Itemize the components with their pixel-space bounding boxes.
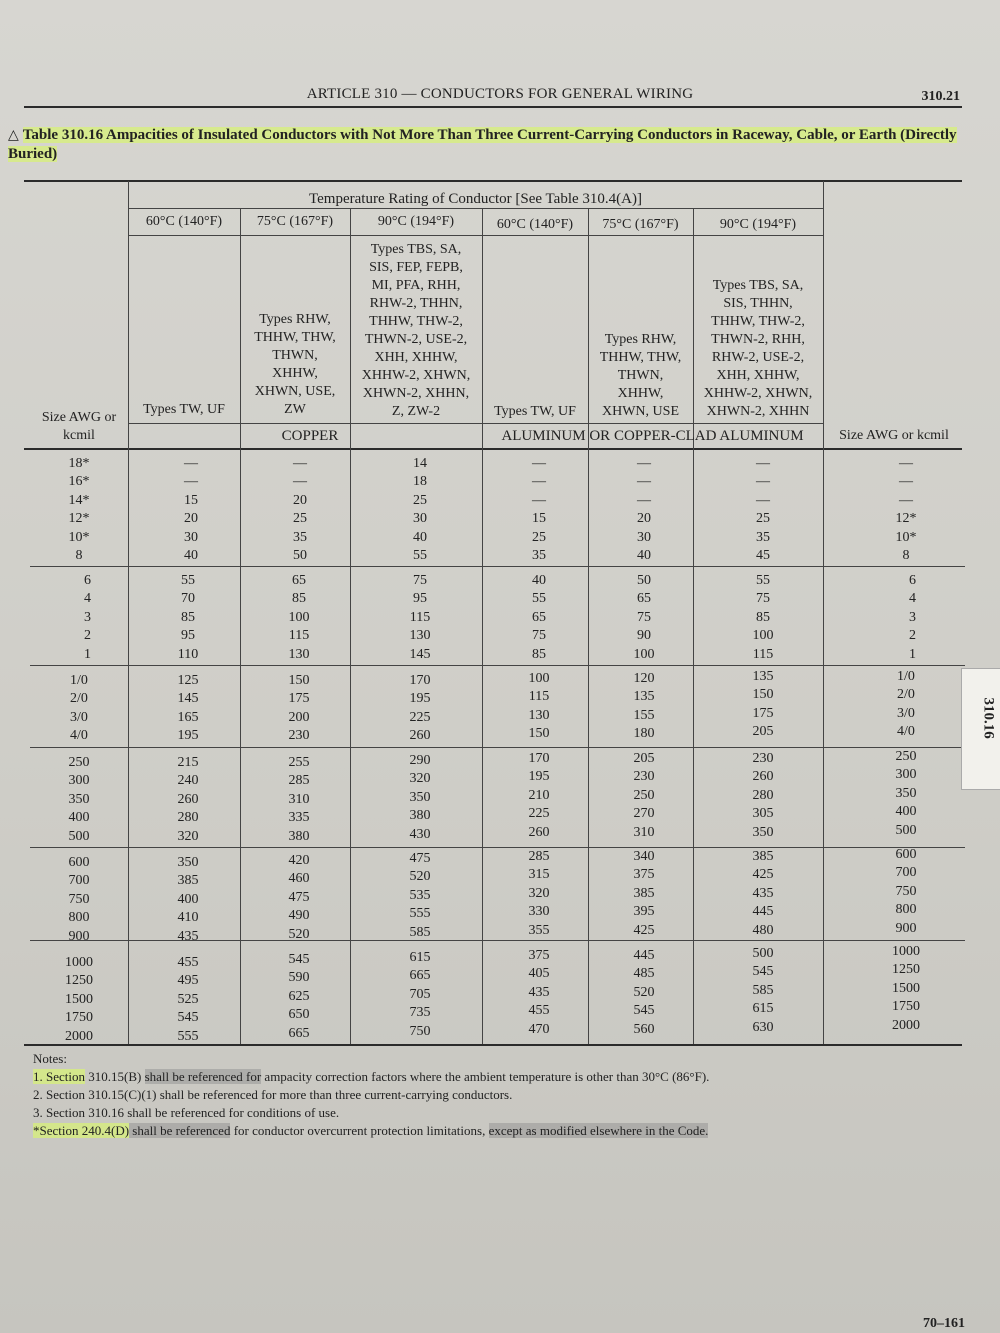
cu60-group-2: 55 70 85 95 110 [177,573,199,662]
temp-rating-header: Temperature Rating of Conductor [See Table 310.4(A)] [309,191,642,207]
size-col-group-1: 18* 16* 14* 12* 10* 8 [68,456,90,564]
revision-triangle-icon: △ [8,128,19,143]
table-caption [8,126,958,164]
note-3: 3. Section 310.16 shall be referenced for conditions of use. [33,1105,340,1120]
temp-al-75: 75°C (167°F) [602,217,679,232]
group-rule-2 [30,665,965,666]
group-rule-3 [30,747,965,748]
size-header-right: Size AWG or kcmil [839,428,949,443]
size-r-group-3: 1/0 2/0 3/0 4/0 [897,669,915,740]
cu75-group-2: 65 85 100 115 130 [288,573,310,662]
al60-group-5: 285 315 320 330 355 [528,849,550,938]
header-rule [24,106,962,108]
aluminum-label: ALUMINUM OR COPPER-CLAD ALUMINUM [501,428,804,444]
al90-group-2: 55 75 85 100 115 [752,573,774,662]
table-notes [33,1050,933,1140]
group-rule-1 [30,566,965,567]
al60-group-4: 170 195 210 225 260 [528,751,550,840]
al90-group-1: — — — 25 35 45 [756,456,770,564]
table-top-rule [24,180,962,182]
size-col-group-2: 6 4 3 2 1 [84,573,91,662]
cu90-group-4: 290 320 350 380 430 [409,753,431,842]
al75-group-2: 50 65 75 90 100 [633,573,655,662]
note-footnote: *Section 240.4(D) shall be referenced for conductor overcurrent protection limitations, except as modified elsewhere in the Code. [33,1123,709,1138]
section-thumb-tab [961,668,1000,790]
notes-heading: Notes: [33,1051,67,1066]
size-r-group-4: 250 300 350 400 500 [895,749,917,838]
al60-group-3: 100 115 130 150 [528,671,550,742]
size-r-group-5: 600 700 750 800 900 [895,847,917,936]
types-rule [128,235,823,236]
al90-group-5: 385 425 435 445 480 [752,849,774,938]
types-cu-60: Types TW, UF [143,402,225,417]
temp-cu-90: 90°C (194°F) [377,214,455,229]
temp-cu-60: 60°C (140°F) [145,214,223,229]
cu60-group-6: 455 495 525 545 555 [177,955,199,1044]
al90-group-6: 500 545 585 615 630 [752,946,774,1035]
temp-rule [128,208,823,209]
cu60-group-3: 125 145 165 195 [177,673,199,744]
section-number: 310.21 [921,89,960,104]
cu90-group-3: 170 195 225 260 [409,673,431,744]
cu75-group-1: — — 20 25 35 50 [293,456,307,564]
al75-group-3: 120 135 155 180 [633,671,655,742]
size-r-group-1: — — — 12* 10* 8 [895,456,917,564]
section-tab-label: 310.16 [980,697,997,739]
types-al-90: Types TBS, SA, SIS, THHN, THHW, THW-2, THWN-2, RHH, RHW-2, USE-2, XHH, XHHW, XHHW-2, XHWN, XHWN-2, XHHN [703,278,813,419]
types-al-60: Types TW, UF [494,404,576,419]
size-r-group-6: 1000 1250 1500 1750 2000 [892,944,920,1033]
types-al-75: Types RHW, THHW, THW, THWN, XHHW, XHWN, USE [599,332,682,419]
al60-group-2: 40 55 65 75 85 [532,573,546,662]
cu75-group-5: 420 460 475 490 520 [288,853,310,942]
al75-group-6: 445 485 520 545 560 [633,948,655,1037]
cu75-group-4: 255 285 310 335 380 [288,755,310,844]
al75-group-4: 205 230 250 270 310 [633,751,655,840]
table-caption-text: Table 310.16 Ampacities of Insulated Conductors with Not More Than Three Current-Carrying Conductors in Raceway, Cable, or Earth (Directly Buried) [8,127,957,162]
note-2: 2. Section 310.15(C)(1) shall be referenced for more than three current-carrying conductors. [33,1087,513,1102]
page-number: 70–161 [923,1316,965,1331]
cu90-group-2: 75 95 115 130 145 [409,573,431,662]
cu90-group-6: 615 665 705 735 750 [409,950,431,1039]
cu75-group-3: 150 175 200 230 [288,673,310,744]
temp-al-90: 90°C (194°F) [719,217,797,232]
size-col-group-6: 1000 1250 1500 1750 2000 [65,955,93,1044]
types-cu-75: Types RHW, THHW, THW, THWN, XHHW, XHWN, USE, ZW [254,312,336,417]
al90-group-3: 135 150 175 205 [752,669,774,740]
article-header: ARTICLE 310 — CONDUCTORS FOR GENERAL WIRING [306,86,694,102]
temp-al-60: 60°C (140°F) [496,217,574,232]
al75-group-5: 340 375 385 395 425 [633,849,655,938]
size-col-group-3: 1/0 2/0 3/0 4/0 [70,673,88,744]
cu90-group-1: 14 18 25 30 40 55 [413,456,427,564]
size-r-group-2: 6 4 3 2 1 [909,573,916,662]
cu60-group-4: 215 240 260 280 320 [177,755,199,844]
cu75-group-6: 545 590 625 650 665 [288,952,310,1041]
size-header-left: Size AWG or kcmil [41,410,117,443]
copper-label: COPPER [281,428,339,444]
size-col-group-5: 600 700 750 800 900 [68,855,90,944]
material-rule [128,423,823,424]
note-1: 1. Section 310.15(B) shall be referenced for ampacity correction factors where the ambient temperature is other than 30°C (86°F). [33,1069,710,1084]
size-col-group-4: 250 300 350 400 500 [68,755,90,844]
types-cu-90: Types TBS, SA, SIS, FEP, FEPB, MI, PFA, RHH, RHW-2, THHN, THHW, THW-2, THWN-2, USE-2, XHH, XHHW, XHHW-2, XHWN, XHWN-2, XHHN, Z, ZW-2 [361,242,471,419]
cu90-group-5: 475 520 535 555 585 [409,851,431,940]
header-bottom-rule [24,448,962,450]
al90-group-4: 230 260 280 305 350 [752,751,774,840]
cu60-group-5: 350 385 400 410 435 [177,855,199,944]
al60-group-1: — — — 15 25 35 [532,456,546,564]
temp-cu-75: 75°C (167°F) [256,214,334,229]
cu60-group-1: — — 15 20 30 40 [184,456,198,564]
al60-group-6: 375 405 435 455 470 [528,948,550,1037]
al75-group-1: — — — 20 30 40 [637,456,651,564]
